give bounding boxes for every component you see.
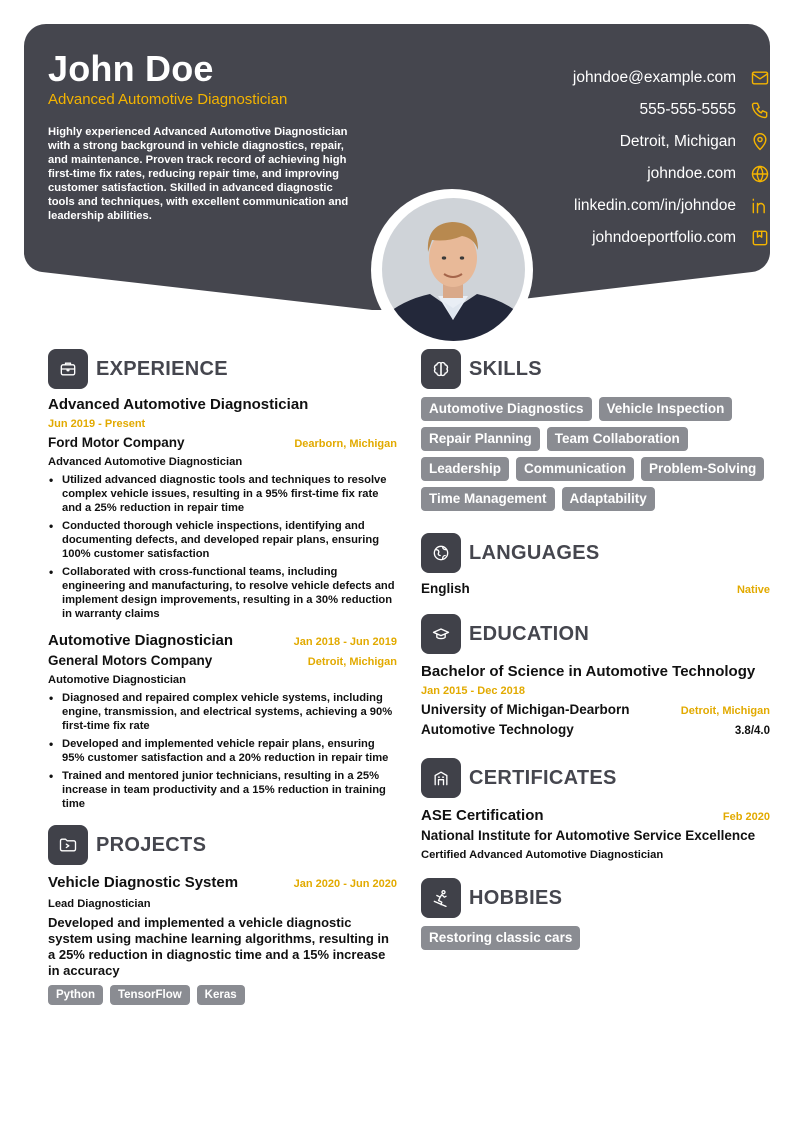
bullet-item: • Conducted thorough vehicle inspections, identifying and documenting defects, and developed repair plans, ensuring 100% customer satisfaction — [48, 519, 397, 561]
language-name: English — [421, 581, 470, 596]
contact-website-text[interactable]: johndoe.com — [647, 165, 736, 182]
language-entry — [421, 581, 770, 596]
contact-email-text[interactable]: johndoe@example.com — [572, 69, 736, 86]
tech-tag: TensorFlow — [110, 985, 190, 1005]
bullet-item: • Diagnosed and repaired complex vehicle systems, including engine, transmission, and electrical systems, achieving a 90% first-time fix rate — [48, 691, 397, 733]
hobbies-header — [421, 878, 770, 918]
hobbies-list — [421, 926, 770, 950]
graduation-cap-icon — [421, 614, 461, 654]
gpa-value: 3.8/4.0 — [734, 725, 770, 737]
skill-tag: Time Management — [421, 487, 555, 511]
bullet-item: • Trained and mentored junior technicians, resulting in a 25% increase in team productivity and a 15% reduction in training time — [48, 769, 397, 811]
language-level: Native — [736, 584, 770, 596]
experience-entry — [48, 395, 397, 621]
profile-photo — [382, 198, 525, 341]
bullet-item: • Utilized advanced diagnostic tools and techniques to resolve complex vehicle issues, resulting in a 95% first-time fix rate and a 25% reduction in repair time — [48, 473, 397, 515]
skiing-icon — [421, 878, 461, 918]
project-title: Vehicle Diagnostic System — [48, 874, 239, 891]
job-bullets — [48, 473, 397, 621]
company-name: Ford Motor Company — [48, 435, 185, 450]
brain-icon — [421, 349, 461, 389]
job-title: Automotive Diagnostician — [48, 632, 234, 649]
skills-list — [421, 397, 766, 511]
skill-tag: Vehicle Inspection — [599, 397, 733, 421]
bullet-item: • Developed and implemented vehicle repair plans, ensuring 95% customer satisfaction and a 20% reduction in repair time — [48, 737, 397, 765]
globe-icon — [421, 533, 461, 573]
linkedin-icon — [750, 196, 770, 216]
certificate-entry — [421, 806, 770, 864]
globe-icon — [750, 164, 770, 184]
project-description: Developed and implemented a vehicle diagnostic system using machine learning algorithms, resulting in a 25% reduction in diagnostic time and a 15% increase in accuracy — [48, 915, 389, 978]
languages-header — [421, 533, 770, 573]
mail-icon — [750, 68, 770, 88]
phone-icon — [750, 100, 770, 120]
bookmark-icon — [750, 228, 770, 248]
job-bullets — [48, 691, 397, 811]
certificates-title: CERTIFICATES — [469, 766, 617, 789]
briefcase-icon — [48, 349, 88, 389]
certificate-issuer: National Institute for Automotive Service Excellence — [421, 828, 756, 843]
job-subrole: Advanced Automotive Diagnostician — [48, 456, 243, 468]
projects-header — [48, 825, 397, 865]
education-entry — [421, 662, 770, 740]
company-name: General Motors Company — [48, 653, 213, 668]
contact-phone[interactable] — [410, 94, 770, 126]
location-pin-icon — [750, 132, 770, 152]
education-header — [421, 614, 770, 654]
contact-linkedin-text[interactable]: linkedin.com/in/johndoe — [574, 197, 736, 214]
tech-tag: Python — [48, 985, 103, 1005]
candidate-name: John Doe — [48, 48, 214, 89]
skill-tag: Team Collaboration — [547, 427, 688, 451]
right-column — [421, 349, 770, 950]
experience-entry — [48, 631, 397, 811]
skill-tag: Automotive Diagnostics — [421, 397, 592, 421]
job-dates: Jun 2019 - Present — [48, 418, 146, 430]
project-tags — [48, 985, 397, 1005]
contact-email[interactable] — [410, 62, 770, 94]
contact-portfolio-text[interactable]: johndoeportfolio.com — [592, 229, 736, 246]
contact-location-text: Detroit, Michigan — [619, 133, 736, 150]
school-name: University of Michigan-Dearborn — [421, 702, 630, 717]
folder-icon — [48, 825, 88, 865]
hobbies-title: HOBBIES — [469, 886, 563, 909]
school-location: Detroit, Michigan — [680, 705, 770, 717]
skill-tag: Adaptability — [562, 487, 655, 511]
job-location: Detroit, Michigan — [307, 656, 397, 668]
experience-title: EXPERIENCE — [96, 357, 228, 380]
field-of-study: Automotive Technology — [421, 722, 574, 737]
languages-title: LANGUAGES — [469, 541, 600, 564]
project-role: Lead Diagnostician — [48, 898, 151, 910]
projects-title: PROJECTS — [96, 833, 207, 856]
skills-title: SKILLS — [469, 357, 542, 380]
skill-tag: Repair Planning — [421, 427, 540, 451]
certificate-icon — [421, 758, 461, 798]
bullet-item: • Collaborated with cross-functional teams, including engineering and manufacturing, to resolve vehicle defects and implement design improvements, resulting in a 30% reduction in warranty claims — [48, 565, 397, 621]
skill-tag: Communication — [516, 457, 634, 481]
skills-header — [421, 349, 770, 389]
certificate-date: Feb 2020 — [722, 811, 770, 823]
job-dates: Jan 2018 - Jun 2019 — [293, 636, 397, 648]
contact-phone-text[interactable]: 555-555-5555 — [639, 101, 736, 118]
certificate-detail: Certified Advanced Automotive Diagnostician — [421, 849, 664, 861]
hobby-tag: Restoring classic cars — [421, 926, 580, 950]
experience-header — [48, 349, 397, 389]
profile-summary: Highly experienced Advanced Automotive Diagnostician with a strong background in vehicle diagnostics, repair, and maintenance. Proven track record of achieving high first-time fix rates, reducing repair time, and improving customer satisfaction. Skilled in advanced diagnostic tools and techniques, with excellent communication and leadership abilities. — [48, 126, 349, 222]
job-title: Advanced Automotive Diagnostician — [48, 396, 309, 413]
contact-location — [410, 126, 770, 158]
candidate-role: Advanced Automotive Diagnostician — [48, 91, 288, 108]
skill-tag: Problem-Solving — [641, 457, 764, 481]
education-title: EDUCATION — [469, 622, 590, 645]
certificate-name: ASE Certification — [421, 807, 544, 824]
project-entry — [48, 873, 397, 1005]
tech-tag: Keras — [197, 985, 245, 1005]
left-column — [48, 349, 397, 1005]
contact-website[interactable] — [410, 158, 770, 190]
project-dates: Jan 2020 - Jun 2020 — [293, 878, 397, 890]
job-subrole: Automotive Diagnostician — [48, 674, 186, 686]
skill-tag: Leadership — [421, 457, 509, 481]
certificates-header — [421, 758, 770, 798]
degree-name: Bachelor of Science in Automotive Technology — [421, 663, 756, 680]
education-dates: Jan 2015 - Dec 2018 — [421, 685, 525, 697]
job-location: Dearborn, Michigan — [294, 438, 397, 450]
